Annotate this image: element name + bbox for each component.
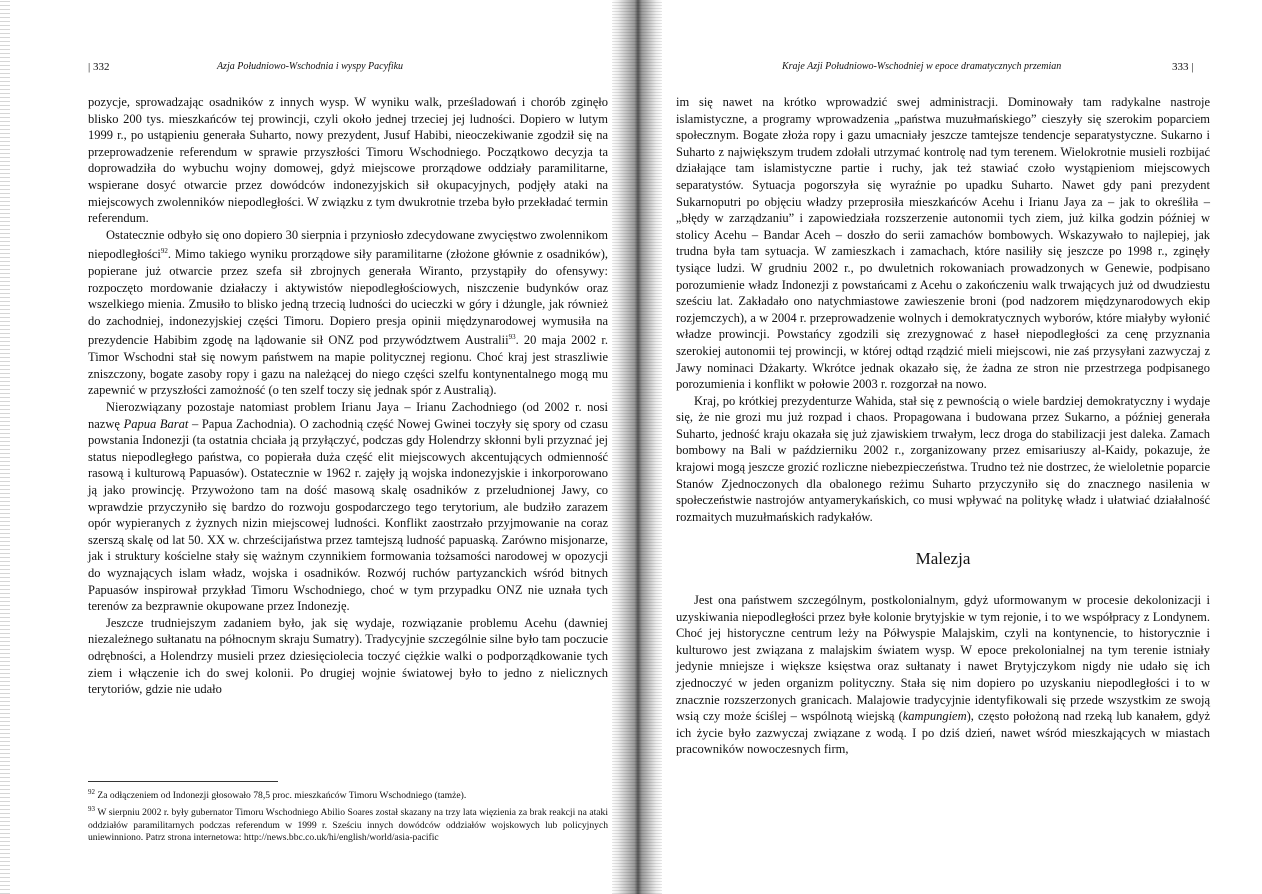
footnote-number: 93 <box>88 804 95 813</box>
text-run: ), często położoną nad rzeką lub kanałem, gdyż ich życie było zazwyczaj związane z wodą. I po dziś dzień, nawet wśród mieszkających w miastach pracowników nowoczesnych firm, <box>676 709 1210 757</box>
left-running-title: Azja Południowo-Wschodnia i wyspy Pacyfiku <box>216 61 404 72</box>
italic-term: Papua Barat <box>123 416 189 431</box>
text-run: . 20 maja 2002 r. Timor Wschodni stał się nowym państwem na mapie politycznej regionu. Choć kraj jest straszliwie zniszczony, bogate zasoby ropy i gazu na należącej do niego części szelfu kontynentalnego mogą mu zapewnić w przyszłości zamożność (o ten szelf toczy się jednak spór z Australią). <box>88 333 608 398</box>
section-heading: Malezja <box>915 549 971 569</box>
paragraph: Kraj, po krótkiej prezydenturze Wahida, stał się z pewnością o wiele bardziej demokratyczny i wydaje się, że nie grozi mu już rozpad i chaos. Propagowana i budowana przez Sukarno, a później generała Suharto, jedność kraju okazała się już zjawiskiem trwałym, lecz droga do stabilizacji jest daleka. Zamach bombowy na Bali w październiku 2002 r., zorganizowany przez emisariuszy al-Kaidy, pokazuje, że krajowi mogą jeszcze grozić rozliczne niebezpieczeństwa. Trudno też nie dostrzec, że wieloletnie poparcie Stanów Zjednoczonych dla obalonego reżimu Suharto przyczyniło się do znacznego nasilenia w społeczeństwie nastrojów antyamerykańskich, co musi wpływać na politykę władz i ułatwiać działalność rozmaitych muzułmańskich radykałów. <box>676 393 1210 524</box>
paragraph <box>88 399 608 615</box>
footnote <box>88 786 608 803</box>
paragraph: im się nawet na krótko wprowadzić swej administracji. Dominowały tam radykalne nastroje islamistyczne, a programy wprowadzenia „państwa muzułmańskiego” cieszyły się szerokim poparciem społecznym. Bogate złoża ropy i gazu umacniały jeszcze tamtejsze tendencje separatystyczne. Sukarno i Suharto z największym trudem zdołali utrzymać kontrolę nad tym terenem. Wielokrotnie musieli rozbijać działające tam islamistyczne partie i ruchy, jak też stawiać czoło wystąpieniom miejscowych separatystów. Sytuacja pogorszyła się wyraźnie po upadku Suharto. Nawet gdy pani prezydent Sukarnoputri po objęciu władzy przeprosiła mieszkańców Acehu i Irianu Jaya za – jak to określiła – „błędy w zarządzaniu” i zapowiedziała rozszerzenie autonomii tych ziem, już kilka godzin później w stolicy Acehu – Bandar Aceh – doszło do serii zamachów bombowych. Wskazywało to najlepiej, jak trudna była tam sytuacja. W zamieszkach i zamachach, które nasiliły się jeszcze po 1998 r., zginęły tysiące ludzi. W grudniu 2002 r., po dwuletnich rokowaniach prowadzonych w Genewie, podpisano porozumienie władz Indonezji z powstańcami z Acehu o zakończeniu walk trwających już od dwudziestu sześciu lat. Zakładało ono natychmiastowe zawieszenie broni (pod nadzorem międzynarodowych ekip rozjemczych), a w 2004 r. przeprowadzenie wolnych i demokratycznych wyborów, które miałyby wyłonić władze prowincji. Powstańcy zgodzili się zrezygnować z haseł niepodległości za cenę przyznania szerokiej autonomii tej prowincji, w której odtąd rządzić mieli miejscowi, nie zaś przysyłani zazwyczaj z Jawy nominaci Dżakarty. Wkrótce jednak okazało się, że żadna ze stron nie przestrzega podpisanego porozumienia i konflikt w połowie 2003 r. rozgorzał na nowo. <box>676 95 1210 392</box>
italic-term: kampungiem <box>902 709 967 724</box>
footnote-text: Za odłączeniem od Indonezji głosowało 78,5 proc. mieszkańców Timoru Wschodniego (tamże). <box>97 790 467 802</box>
paragraph: pozycje, sprowadzając osadników z innych wysp. W wyniku walk, prześladowań i chorób zginęło blisko 200 tys. mieszkańców tej prowincji, czyli około jednej trzeciej jej ludności. Dopiero w lutym 1999 r., po ustąpieniu generała Suharto, nowy prezydent, Jusuf Habibi, nieoczekiwanie zgodził się na przeprowadzenie referendum w sprawie przyszłości Timoru Wschodniego. Początkowo decyzja ta doprowadziła do wybuchu wojny domowej, gdyż miejscowe prorządowe oddziały paramilitarne, wspierane dosyć otwarcie przez dowódców indonezyjskich sił okupacyjnych, podjęły ataki na miejscowych zwolenników niepodległości. W związku z tym dwukrotnie trzeba było przekładać termin referendum. <box>88 95 608 226</box>
footnote-number: 92 <box>88 788 95 796</box>
book-gutter <box>612 0 662 894</box>
text-run: Ostatecznie odbyło się ono dopiero 30 sierpnia i przyniosło zdecydowane zwycięstwo zwolennikom niepodległości <box>88 227 608 262</box>
paragraph <box>88 227 608 399</box>
footnote-divider <box>88 781 278 782</box>
footnotes <box>88 786 608 845</box>
paragraph: Jeszcze trudniejszym zadaniem było, jak się wydaje, rozwiązanie problemu Acehu (dawniej niezależnego sułtanatu na północnym skraju Sumatry). Tradycyjnie szczególnie silne było tam poczucie odrębności, a Holendrzy musieli przez dziesięciolecia toczyć ciężkie walki o podporządkowanie tych ziem i włączenie ich do swej kolonii. Po drugiej wojnie światowej było to jedno z nielicznych terytoriów, gdzie nie udało <box>88 615 608 697</box>
right-page-number: 333 | <box>1172 61 1194 73</box>
text-run: Jest ona państwem szczególnym, postkolonialnym, gdyż uformowanym w procesie dekolonizacji i uzyskiwania niepodległości przez byłe kolonie brytyjskie w tym rejonie, i to we współpracy z Londynem. Choć jej historyczne centrum leży na Półwyspie Malajskim, czyli na kontynencie, to historycznie i kulturowo jest związana z malajskim światem wysp. W epoce prekolonialnej na tym terenie istniały jedynie mniejsze i większe księstwa oraz sułtanaty i nawet Brytyjczykom nigdy nie udało się ich zjednoczyć w jeden organizm polityczny. Stała się nim dopiero po uzyskaniu niepodległości i to w znacznie rozszerzonych granicach. Malajowie tradycyjnie identyfikowali się przede wszystkim ze swoją wsią czy może ściślej – wspólnotą wiejską ( <box>676 593 1210 724</box>
left-page-number: | 332 <box>88 61 110 73</box>
right-body-text <box>676 94 1210 758</box>
footnote-ref: 92 <box>160 247 168 256</box>
paragraph <box>676 592 1210 758</box>
left-body-text <box>88 94 608 698</box>
right-running-title: Kraje Azji Południowo-Wschodniej w epoce dramatycznych przemian <box>782 61 1062 72</box>
right-page <box>662 0 1262 894</box>
text-run: – Papua Zachodnia). O zachodnią część Nowej Gwinei toczyły się spory od czasu powstania Indonezji (ta ostatnia chciała ją przyłączyć, podczas gdy Holendrzy skłonni byli przyznać jej status niepodległego państwa, co popierała duża część elit miejscowych akcentujących odmienność rasową i kulturową Papuasów). Ostatecznie w 1962 r. zajęły ją wojska indonezyjskie i inkorporowano ją jako prowincję. Przywożono tam na dość masową skalę osadników z przeludnionej Jawy, co wprawdzie przyczyniło się bardzo do rozwoju gospodarczego tego terytorium, ale budziło zarazem opór wypieranych z żyznych nizin miejscowej ludności. Konflikt zaostrzało przyjmowanie na coraz szerszą skalę od lat 50. XX w. chrześcijaństwa przez tamtejszą ludność papuaską. Zarówno misjonarze, jak i struktury kościelne stały się ważnym czynnikiem formowania tożsamości narodowej w opozycji do wyznających islam władz, wojska i osadników. Rozwój ruchów partyzanckich wśród bitnych Papuasów inspirował przykład Timoru Wschodniego, choć w tym przypadku ONZ nie uznała tych terenów za bezprawnie okupowane przez Indonezję. <box>88 416 608 614</box>
footnote-text: W sierpniu 2002 r. były gubernator Timoru Wschodniego Abilio Soares został skazany na trzy lata więzienia za brak reakcji na ataki oddziałów paramilitarnych podczas referendum w 1999 r. Sześciu innych dowódców oddziałów wojskowych lub policyjnych uniewinniono. Patrz strona internetowa: http://news.bbc.co.uk/hi/english/world/asia-pacific <box>88 806 608 844</box>
text-run: Nierozwiązany pozostaje natomiast problem Irianu Jaya – Irianu Zachodniego (od 2002 r. nosi nazwę <box>88 400 608 431</box>
footnote-ref: 93 <box>508 333 516 342</box>
footnote <box>88 803 608 845</box>
text-run: . Mimo takiego wyniku prorządowe siły paramilitarne (złożone głównie z osadników), popierane już otwarcie przez szefa sił zbrojnych generała Wiranto, przystąpiły do ofensywy: rozpoczęto mordowanie działaczy i aktywistów niepodległościowych, niszczenie budynków oraz wszelkiego mienia. Zmusiło to blisko jedną trzecią ludności do ucieczki w góry i dżungle, jak również do zachodniej, indonezyjskiej części Timoru. Dopiero presja opinii międzynarodowej wymusiła na prezydencie Habibim zgodę na lądowanie sił ONZ pod przywództwem Australii <box>88 247 608 348</box>
left-page <box>0 0 612 894</box>
